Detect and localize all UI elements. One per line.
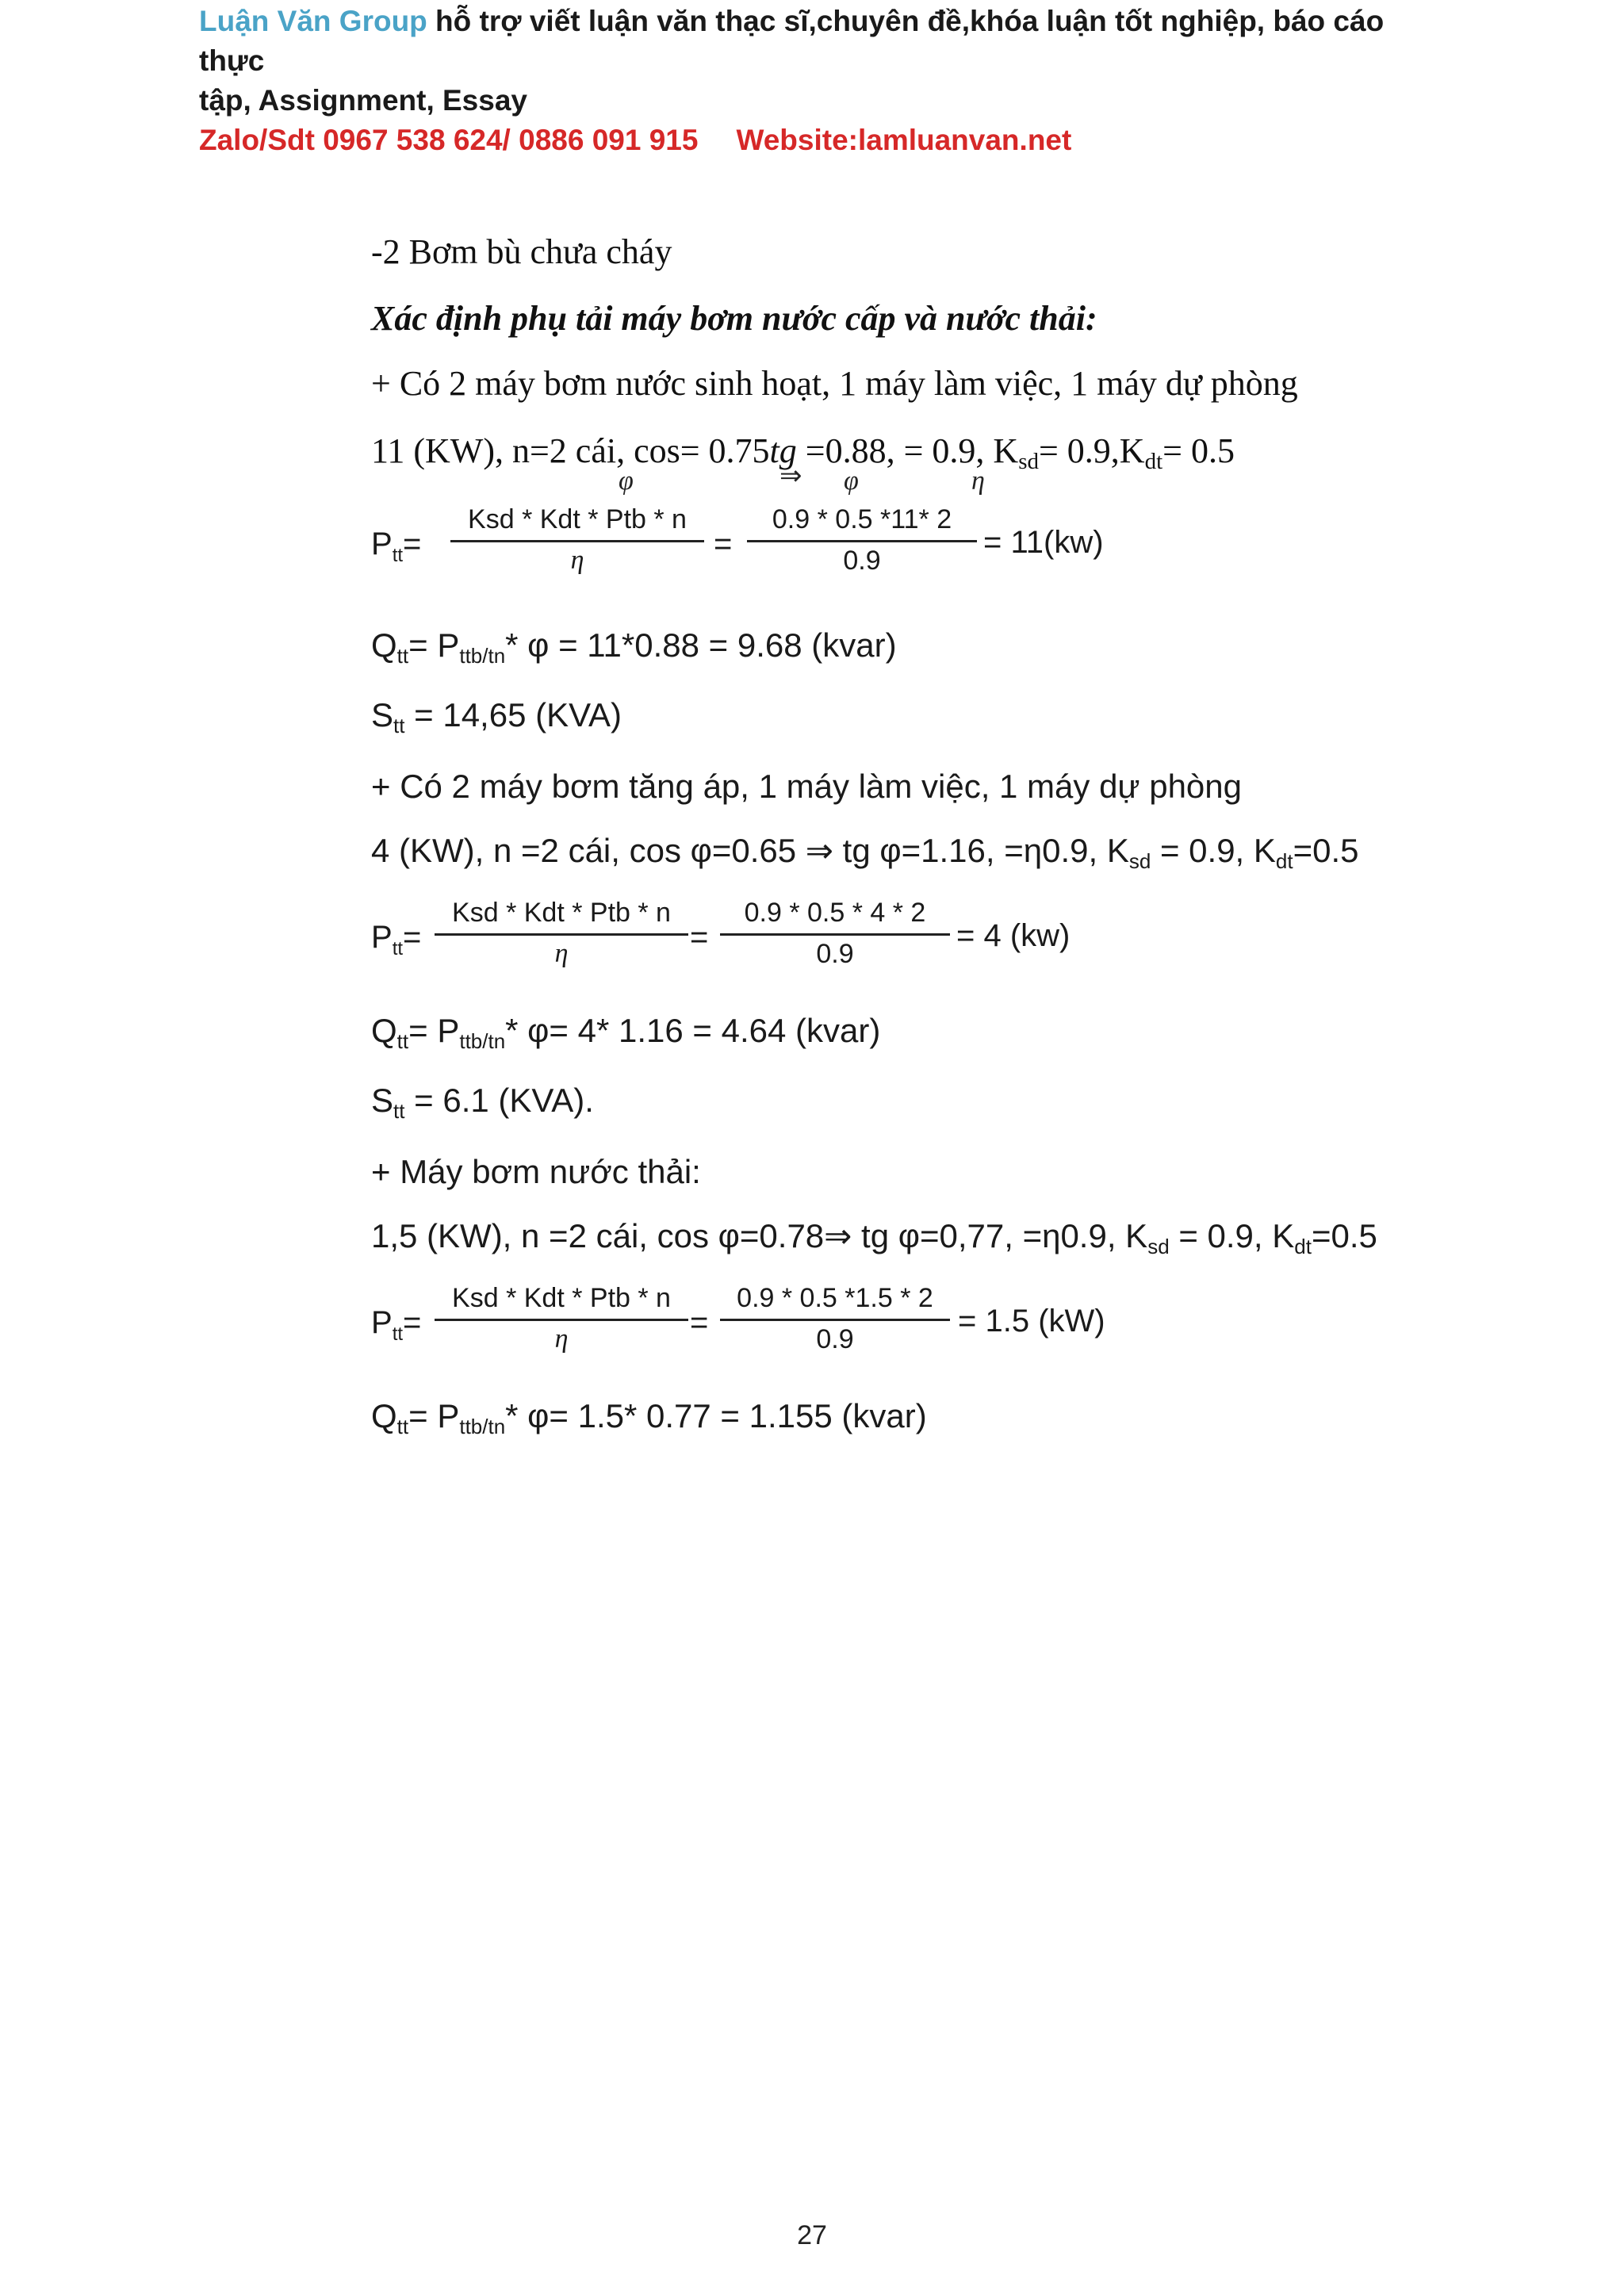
website-link[interactable]: Website:lamluanvan.net	[736, 124, 1072, 156]
phi-symbol: φ	[619, 466, 634, 496]
header-contact-line	[199, 121, 1436, 160]
contact-phone: Zalo/Sdt 0967 538 624/ 0886 091 915	[199, 124, 699, 156]
formula-s-pump1: $S_{tt} = 14,65$ (KVA)	[371, 696, 622, 737]
page-number: 27	[797, 2220, 827, 2250]
header-tagline: hỗ trợ viết luận văn thạc sĩ,chuyên đề,khóa luận tốt nghiệp, báo cáo thực	[199, 5, 1385, 77]
fraction-symbolic: Ksd * Kdt * Ptb * n η	[435, 898, 688, 969]
phi-symbol: φ	[844, 466, 859, 496]
section-heading: Xác định phụ tải máy bơm nước cấp và nước thải:	[371, 299, 1097, 338]
intro-line-1: -2 Bơm bù chưa cháy	[371, 232, 672, 271]
formula-q-pump2: $Q_{tt}= P_{ttb/tn}*$ φ= 4* 1.16 = 4.64 (kvar)	[371, 1012, 881, 1053]
header-line-1	[199, 2, 1436, 81]
formula-s-pump2: $S_{tt} = 6.1$ (KVA).	[371, 1082, 594, 1123]
fraction-symbolic: Ksd * Kdt * Ptb * n η	[450, 504, 704, 576]
result-p-pump1: = 11(kw)	[983, 525, 1104, 560]
formula-p-pump2: $P_{tt}=$ Ksd * Kdt * Ptb * n η = 0.9 * 0.5 * 4 * 2 0.9 = 4 (kw)	[371, 898, 1071, 969]
formula-q-pump3: $Q_{tt}= P_{ttb/tn}*$ φ= 1.5* 0.77 = 1.155 (kvar)	[371, 1397, 927, 1438]
header-tagline-2: tập, Assignment, Essay	[199, 84, 527, 117]
formula-p-pump3: $P_{tt}=$ Ksd * Kdt * Ptb * n η = 0.9 * 0.5 *1.5 * 2 0.9 = 1.5 (kW)	[371, 1283, 1105, 1354]
arrow-symbol: ⇒	[779, 461, 802, 491]
fraction-values: 0.9 * 0.5 * 4 * 2 0.9	[720, 898, 950, 970]
pump3-spec: 1,5 (KW), n =2 cái, cos φ=0.78⇒ tg φ=0,77, =η0.9, $K_{sd} = 0.9$, $K_{dt}=0.5$	[371, 1217, 1377, 1258]
result-p-pump3: = 1.5 (kW)	[958, 1304, 1105, 1338]
result-p-pump2: = 4 (kw)	[956, 918, 1071, 953]
fraction-values: 0.9 * 0.5 *1.5 * 2 0.9	[720, 1283, 950, 1355]
intro-line-3: 11 (KW), n=2 cái, cos= 0.75tg =0.88, = 0.9, $K_{sd}= 0.9,K_{dt}= 0.5$	[371, 431, 1235, 474]
formula-q-pump1: $Q_{tt}= P_{ttb/tn}*$ φ = 11*0.88 = 9.68 (kvar)	[371, 626, 897, 668]
pump2-title: + Có 2 máy bơm tăng áp, 1 máy làm việc, 1 máy dự phòng	[371, 768, 1243, 805]
brand-name: Luận Văn Group	[199, 5, 427, 37]
formula-p-pump1: $P_{tt}=$ Ksd * Kdt * Ptb * n η = 0.9 * 0.5 *11* 2 0.9 = 11(kw)	[371, 504, 1104, 576]
intro-line-2: + Có 2 máy bơm nước sinh hoạt, 1 máy làm việc, 1 máy dự phòng	[371, 364, 1298, 403]
page-header	[199, 2, 1436, 160]
pump2-spec: 4 (KW), n =2 cái, cos φ=0.65 ⇒ tg φ=1.16, =η0.9, $K_{sd} = 0.9$, $K_{dt}=0.5$	[371, 832, 1359, 873]
fraction-values: 0.9 * 0.5 *11* 2 0.9	[747, 504, 977, 576]
fraction-symbolic: Ksd * Kdt * Ptb * n η	[435, 1283, 688, 1354]
eta-symbol: η	[971, 466, 985, 496]
pump3-title: + Máy bơm nước thải:	[371, 1153, 701, 1190]
